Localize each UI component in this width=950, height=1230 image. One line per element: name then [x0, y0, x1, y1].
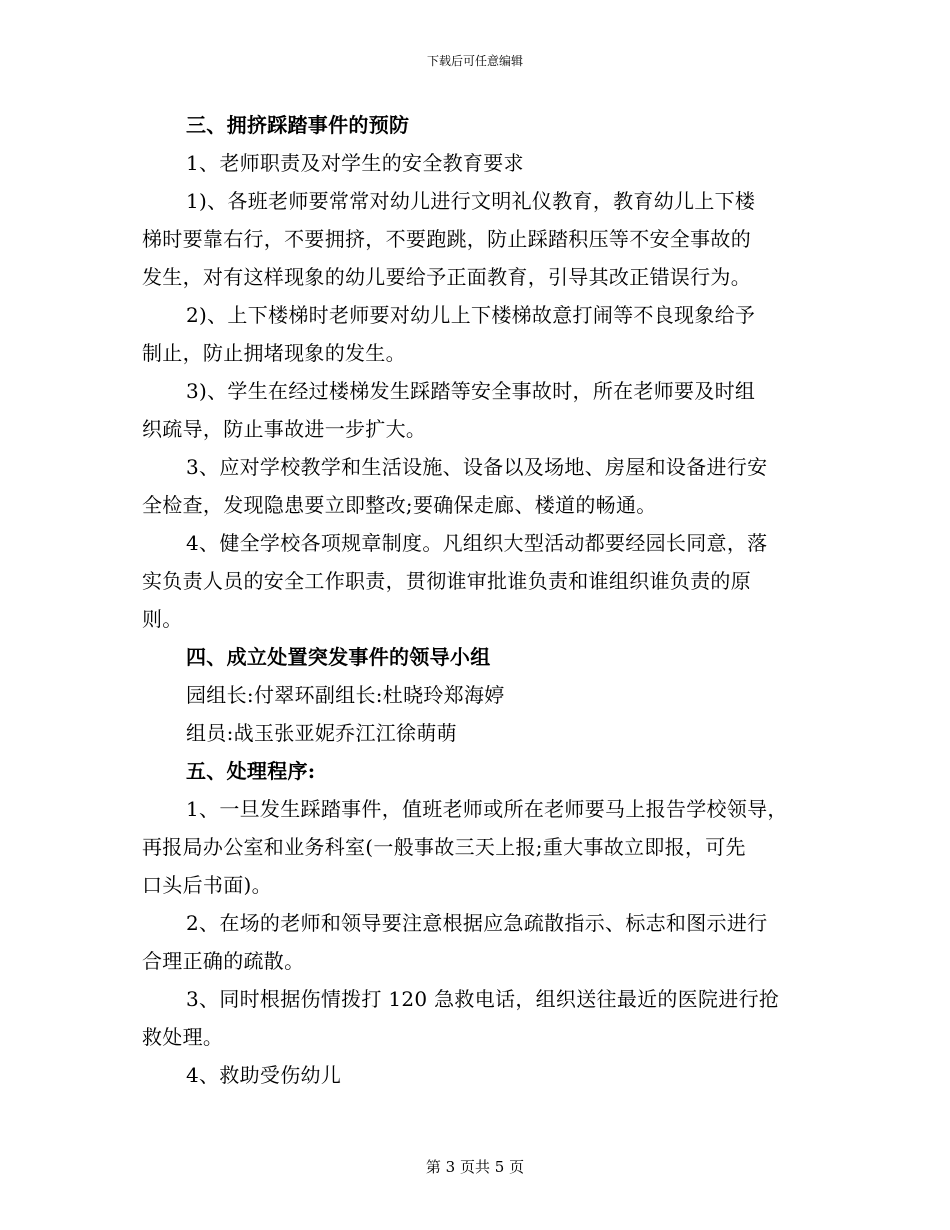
text-line: 3、应对学校教学和生活设施、设备以及场地、房屋和设备进行安: [186, 455, 768, 479]
text-line: 组员:战玉张亚妮乔江江徐萌萌: [186, 721, 457, 745]
text-line: 1、老师职责及对学生的安全教育要求: [186, 151, 524, 175]
text-line: 再报局办公室和业务科室(一般事故三天上报;重大事故立即报，可先: [142, 835, 746, 859]
page-header-note: 下载后可任意编辑: [426, 54, 523, 68]
text-line: 园组长:付翠环副组长:杜晓玲郑海婷: [186, 683, 505, 707]
text-line: 发生，对有这样现象的幼儿要给予正面教育，引导其改正错误行为。: [142, 265, 751, 289]
document-body: [142, 106, 807, 1094]
text-line: 3)、学生在经过楼梯发生踩踏等安全事故时，所在老师要及时组: [186, 379, 756, 403]
section-heading: 五、处理程序:: [186, 759, 316, 783]
section-heading: 四、成立处置突发事件的领导小组: [186, 645, 491, 669]
text-line: 4、健全学校各项规章制度。凡组织大型活动都要经园长同意，落: [186, 531, 768, 555]
text-line: 1)、各班老师要常常对幼儿进行文明礼仪教育，教育幼儿上下楼: [186, 189, 756, 213]
text-line: 救处理。: [142, 1025, 224, 1049]
text-line: 制止，防止拥堵现象的发生。: [142, 341, 406, 365]
text-line: 1、一旦发生踩踏事件，值班老师或所在老师要马上报告学校领导，: [186, 797, 788, 821]
text-line: 梯时要靠右行，不要拥挤，不要跑跳，防止踩踏积压等不安全事故的: [142, 227, 751, 251]
text-line: 3、同时根据伤情拨打 120 急救电话，组织送往最近的医院进行抢: [186, 987, 780, 1011]
text-line: 合理正确的疏散。: [142, 949, 305, 973]
page-footer-number: 第 3 页共 5 页: [425, 1158, 525, 1176]
text-line: 实负责人员的安全工作职责，贯彻谁审批谁负责和谁组织谁负责的原: [142, 569, 751, 593]
text-line: 2、在场的老师和领导要注意根据应急疏散指示、标志和图示进行: [186, 911, 768, 935]
text-line: 则。: [142, 607, 183, 631]
text-line: 织疏导，防止事故进一步扩大。: [142, 417, 427, 441]
text-line: 三、拥挤踩踏事件的预防: [186, 113, 410, 137]
text-line: 全检查，发现隐患要立即整改;要确保走廊、楼道的畅通。: [142, 493, 657, 517]
text-line: 口头后书面)。: [142, 873, 272, 897]
text-line: 2)、上下楼梯时老师要对幼儿上下楼梯故意打闹等不良现象给予: [186, 303, 756, 327]
text-line: 4、救助受伤幼儿: [186, 1063, 342, 1087]
